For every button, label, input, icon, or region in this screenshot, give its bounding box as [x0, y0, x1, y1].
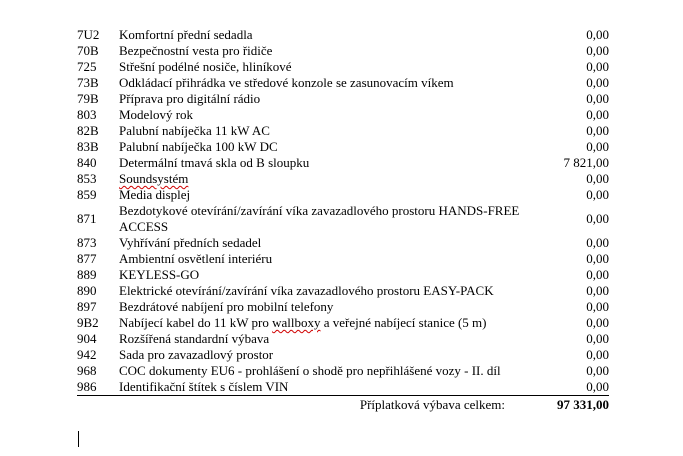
option-code: 871 [77, 211, 97, 226]
option-description: Rozšířená standardní výbava [119, 331, 270, 346]
table-row [77, 107, 609, 123]
option-description: Determální tmavá skla od B sloupku [119, 155, 310, 170]
total-row [77, 396, 609, 414]
option-price: 0,00 [586, 27, 609, 42]
spellcheck-marked-word: Soundsystém [119, 171, 189, 186]
option-code: 968 [77, 363, 97, 378]
table-row [77, 283, 609, 299]
option-price: 0,00 [586, 139, 609, 154]
text-cursor [78, 431, 79, 447]
spellcheck-marked-word: wallboxy [272, 315, 321, 330]
equipment-table [77, 27, 609, 413]
table-row [77, 267, 609, 283]
option-price: 0,00 [586, 347, 609, 362]
option-description: Bezpečnostní vesta pro řidiče [119, 43, 273, 58]
option-code: 853 [77, 171, 97, 186]
option-description: KEYLESS-GO [119, 267, 200, 282]
option-price: 0,00 [586, 267, 609, 282]
table-row [77, 379, 609, 396]
table-row [77, 171, 609, 187]
option-description [119, 315, 529, 331]
option-code: 840 [77, 155, 97, 170]
table-row [77, 59, 609, 75]
table-row [77, 139, 609, 155]
option-code: 942 [77, 347, 97, 362]
option-price: 0,00 [586, 187, 609, 202]
option-price: 0,00 [586, 331, 609, 346]
option-description: Ambientní osvětlení interiéru [119, 251, 273, 266]
table-row [77, 315, 609, 331]
option-price: 0,00 [586, 283, 609, 298]
option-code: 725 [77, 59, 97, 74]
option-price: 0,00 [586, 107, 609, 122]
table-row [77, 187, 609, 203]
option-code: 877 [77, 251, 97, 266]
option-description: COC dokumenty EU6 - prohlášení o shodě pro nepřihlášené vozy - II. díl [119, 363, 501, 378]
option-code: 70B [77, 43, 99, 58]
description-part: Nabíjecí kabel do 11 kW pro [119, 315, 273, 330]
option-code: 83B [77, 139, 99, 154]
table-row [77, 203, 609, 235]
option-code: 986 [77, 379, 97, 394]
option-price: 7 821,00 [563, 155, 609, 170]
table-row [77, 91, 609, 107]
option-code: 897 [77, 299, 97, 314]
option-code: 803 [77, 107, 97, 122]
table-row [77, 75, 609, 91]
option-price: 0,00 [586, 91, 609, 106]
option-code: 889 [77, 267, 97, 282]
table-row [77, 363, 609, 379]
option-price: 0,00 [586, 363, 609, 378]
total-label: Příplatková výbava celkem: [119, 396, 529, 414]
option-description: Bezdrátové nabíjení pro mobilní telefony [119, 299, 334, 314]
option-description: Střešní podélné nosiče, hliníkové [119, 59, 292, 74]
option-price: 0,00 [586, 43, 609, 58]
option-code: 859 [77, 187, 97, 202]
option-description: Příprava pro digitální rádio [119, 91, 261, 106]
option-price: 0,00 [586, 299, 609, 314]
option-description: Palubní nabíječka 11 kW AC [119, 123, 270, 138]
option-description: Media displej [119, 187, 191, 202]
table-row [77, 235, 609, 251]
option-description: Palubní nabíječka 100 kW DC [119, 139, 278, 154]
option-code: 890 [77, 283, 97, 298]
option-description: Sada pro zavazadlový prostor [119, 347, 274, 362]
option-code: 82B [77, 123, 99, 138]
option-description: Komfortní přední sedadla [119, 27, 253, 42]
option-description: Vyhřívání předních sedadel [119, 235, 262, 250]
option-price: 0,00 [586, 251, 609, 266]
option-code: 79B [77, 91, 99, 106]
table-row [77, 331, 609, 347]
description-part: a veřejné nabíjecí stanice (5 m) [320, 315, 487, 330]
option-description: Odkládací přihrádka ve středové konzole se zasunovacím víkem [119, 75, 454, 90]
option-price: 0,00 [586, 379, 609, 394]
option-price: 0,00 [586, 171, 609, 186]
option-code: 7U2 [77, 27, 100, 42]
option-code: 904 [77, 331, 97, 346]
option-description: Bezdotykové otevírání/zavírání víka zavazadlového prostoru HANDS-FREE ACCESS [119, 203, 520, 234]
option-price: 0,00 [586, 235, 609, 250]
total-value: 97 331,00 [529, 396, 609, 414]
option-price: 0,00 [586, 59, 609, 74]
table-row [77, 155, 609, 171]
option-description [119, 171, 529, 187]
equipment-document [77, 27, 609, 413]
table-row [77, 299, 609, 315]
option-description: Elektrické otevírání/zavírání víka zavazadlového prostoru EASY-PACK [119, 283, 494, 298]
option-code: 73B [77, 75, 99, 90]
table-row [77, 27, 609, 43]
option-price: 0,00 [586, 75, 609, 90]
option-description: Modelový rok [119, 107, 194, 122]
table-row [77, 43, 609, 59]
option-price: 0,00 [586, 211, 609, 226]
option-price: 0,00 [586, 123, 609, 138]
option-code: 873 [77, 235, 97, 250]
table-row [77, 347, 609, 363]
table-row [77, 123, 609, 139]
option-code: 9B2 [77, 315, 99, 330]
table-row [77, 251, 609, 267]
option-description: Identifikační štítek s číslem VIN [119, 379, 289, 394]
option-price: 0,00 [586, 315, 609, 330]
